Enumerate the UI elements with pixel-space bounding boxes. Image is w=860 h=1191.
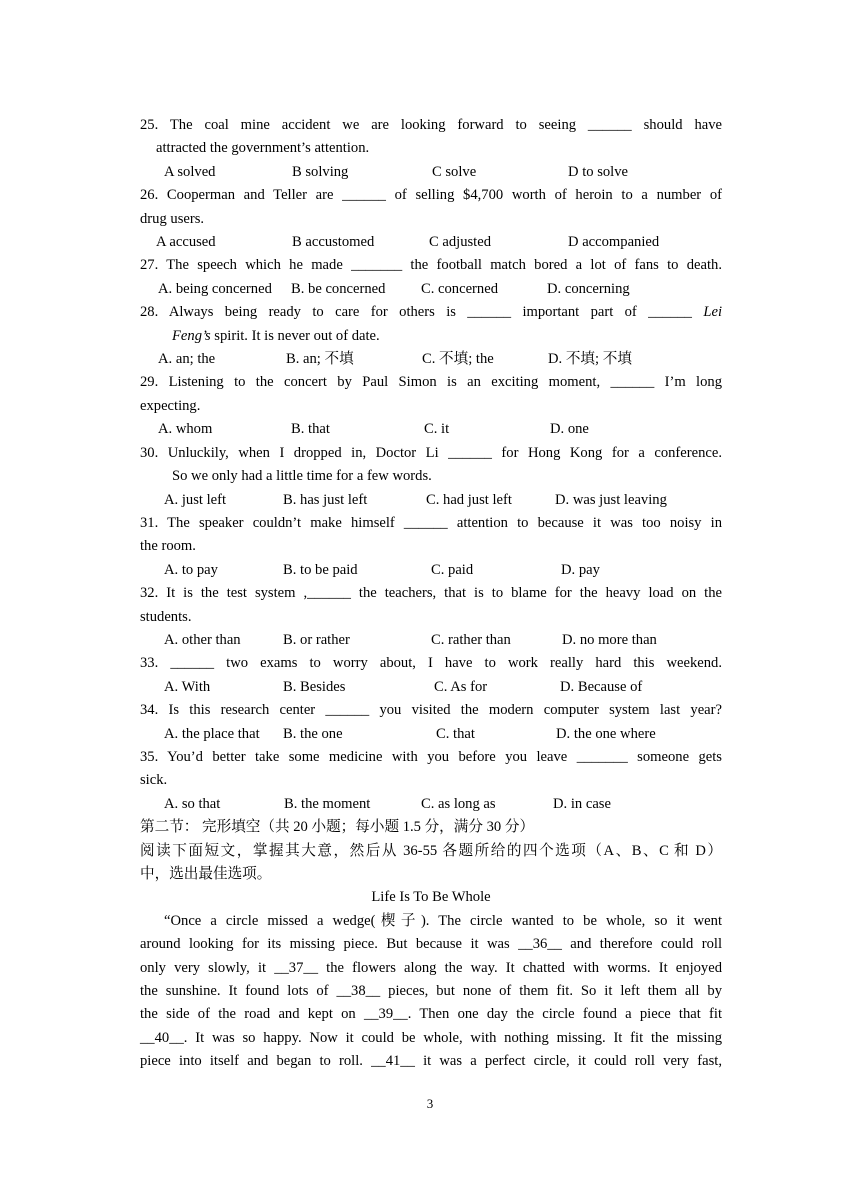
question-stem: 32. It is the test system ,______ the teachers, that is to blame for the heavy load on the [140,585,722,602]
question-27 [140,254,722,301]
answer-options [140,629,722,652]
passage-title: Life Is To Be Whole [371,889,491,906]
option-b: B accustomed [292,234,375,251]
question-stem: 25. The coal mine accident we are looking forward to seeing ______ should have [140,117,722,133]
question-stem-cont: drug users. [140,210,205,227]
option-a: A solved [164,163,216,180]
option-a: A. so that [164,795,221,812]
option-c: C. 不填; the [422,351,494,368]
option-b: B solving [292,163,349,180]
stem-text: 28. Always being ready to care for others is ______ important part of ______ [140,304,692,321]
option-c: C solve [432,163,477,180]
option-b: B. the one [283,725,343,742]
question-stem: 27. The speech which he made _______ the football match bored a lot of fans to death. [140,257,722,274]
answer-options [140,559,722,582]
answer-options [140,793,722,816]
option-a: A. whom [158,421,213,438]
passage-line: only very slowly, it __37__ the flowers along the way. It chatted with worms. It enjoyed [140,959,722,976]
question-stem: 26. Cooperman and Teller are ______ of selling $4,700 worth of heroin to a number of [140,187,722,204]
option-c: C. paid [431,561,474,578]
option-a: A. just left [164,491,227,508]
option-c: C. concerned [421,280,498,297]
option-d: D. was just leaving [555,491,667,508]
answer-options [140,348,722,371]
passage-line: the sunshine. It found lots of __38__ pieces, but none of them fit. So it left them all by [140,983,722,1000]
option-c: C. had just left [426,491,512,508]
exam-content [140,114,722,1074]
question-stem: 33. ______ two exams to worry about, I have to work really hard this weekend. [140,655,722,672]
option-b: B. or rather [283,631,350,648]
question-33 [140,652,722,699]
question-31 [140,512,722,582]
question-stem: 35. You’d better take some medicine with you before you leave _______ someone gets [140,748,722,765]
question-29 [140,371,722,441]
question-stem [140,301,722,324]
question-stem-cont [140,325,722,348]
option-d: D. 不填; 不填 [548,351,632,368]
passage-line: around looking for its missing piece. But because it was __36__ and therefore could roll [140,936,722,953]
answer-options [140,676,722,699]
question-25 [140,114,722,184]
option-c: C. As for [434,678,488,695]
passage-line: the side of the road and kept on __39__. Then one day the circle found a piece that fit [140,1006,722,1023]
question-stem: 30. Unluckily, when I dropped in, Doctor Li ______ for Hong Kong for a conference. [140,444,722,461]
option-d: D accompanied [568,234,660,251]
question-stem-cont: sick. [140,772,168,789]
question-stem-cont: So we only had a little time for a few words. [172,468,432,485]
option-b: B. has just left [283,491,368,508]
option-c: C adjusted [429,234,492,251]
section-instructions: 阅读下面短文，掌握其大意，然后从 36-55 各题所给的四个选项（A、B、C 和 D） [140,842,722,859]
option-d: D to solve [568,163,628,180]
option-a: A. other than [164,631,241,648]
option-c: C. that [436,725,475,742]
answer-options [140,231,722,254]
option-b: B. to be paid [283,561,358,578]
option-d: D. concerning [547,280,630,297]
option-c: C. rather than [431,631,511,648]
page-number: 3 [426,1096,434,1111]
section-instructions-cont: 中，选出最佳选项。 [140,866,272,882]
section-heading: 第二节： 完形填空（共 20 小题；每小题 1.5 分，满分 30 分） [140,819,535,836]
stem-italic: Feng’s [172,327,211,344]
option-d: D. one [550,421,589,438]
option-a: A. With [164,678,211,695]
option-a: A. the place that [164,725,260,742]
option-b: B. an; 不填 [286,351,354,368]
question-30 [140,442,722,512]
question-stem-cont: students. [140,608,192,625]
option-d: D. in case [553,795,611,812]
option-b: B. Besides [283,678,346,695]
option-b: B. that [291,421,330,438]
question-35 [140,746,722,816]
option-d: D. pay [561,561,600,578]
question-stem-cont: expecting. [140,397,201,414]
option-d: D. Because of [560,678,643,695]
answer-options [140,489,722,512]
option-d: D. no more than [562,631,657,648]
question-34 [140,699,722,746]
option-c: C. as long as [421,795,496,812]
passage-line: __40__. It was so happy. Now it could be whole, with nothing missing. It fit the missing [140,1029,722,1046]
cloze-passage [140,910,722,1074]
answer-options [140,418,722,441]
stem-italic: Lei [703,304,723,321]
answer-options [140,723,722,746]
option-a: A accused [156,234,216,251]
option-a: A. being concerned [158,280,272,297]
question-32 [140,582,722,652]
question-28 [140,301,722,371]
option-a: A. an; the [158,351,216,368]
question-stem: 31. The speaker couldn’t make himself ______ attention to because it was too noisy in [140,514,722,531]
question-stem: 29. Listening to the concert by Paul Simon is an exciting moment, ______ I’m long [140,374,722,391]
question-stem: 34. Is this research center ______ you visited the modern computer system last year? [140,702,722,719]
option-b: B. the moment [284,795,371,812]
question-stem-cont: the room. [140,538,196,555]
answer-options [140,278,722,301]
option-b: B. be concerned [291,280,386,297]
passage-line: “Once a circle missed a wedge(楔子). The circle wanted to be whole, so it went [164,912,722,929]
passage-line: piece into itself and began to roll. __41__ it was a perfect circle, it could roll very fast, [140,1053,722,1070]
answer-options [140,161,722,184]
question-26 [140,184,722,254]
option-c: C. it [424,421,450,438]
stem-text: spirit. It is never out of date. [210,327,380,344]
option-a: A. to pay [164,561,218,578]
option-d: D. the one where [556,725,656,742]
question-stem-cont: attracted the government’s attention. [156,140,370,157]
